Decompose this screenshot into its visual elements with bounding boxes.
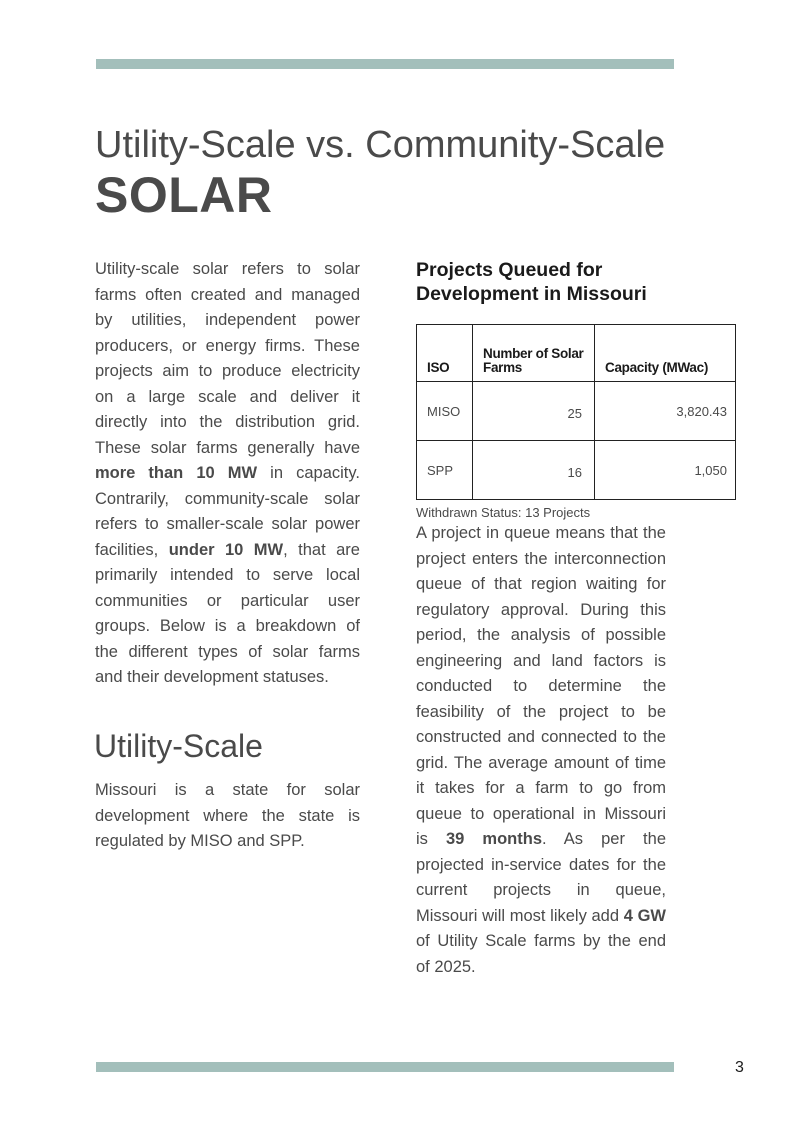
utility-scale-column: [95, 778, 360, 855]
header-iso: ISO: [417, 325, 473, 382]
queue-explainer-paragraph: [416, 521, 666, 980]
utility-scale-heading: Utility-Scale: [94, 728, 263, 764]
cell-capacity: 1,050: [595, 441, 736, 500]
explainer-text-1: A project in queue means that the project enters the interconnection queue of that region waiting for regulatory approval. During this period, the analysis of possible engineering and land factors is conducted to determine the feasibility of the project to be constructed and connected to the grid. The average amount of time it takes for a farm to go from queue to operational in Missouri is: [416, 524, 666, 848]
header-solar-farms: Number of Solar Farms: [473, 325, 595, 382]
queue-table: [416, 324, 736, 500]
intro-bold-capacity-large: more than 10 MW: [95, 464, 258, 482]
intro-text-2: in capacity. Contrarily, community-scale solar refers to smaller-scale solar power facilities,: [95, 464, 360, 559]
withdrawn-status-note: Withdrawn Status: 13 Projects: [416, 505, 591, 520]
intro-bold-capacity-small: under 10 MW: [168, 540, 284, 559]
cell-farms: 16: [473, 441, 595, 500]
explainer-text-3: of Utility Scale farms by the end of 2025.: [416, 932, 666, 976]
footer-accent-bar: [96, 1062, 674, 1072]
header-accent-bar: [96, 59, 674, 69]
explainer-text-2: . As per the projected in-service dates for the current projects in queue, Missouri will most likely add: [416, 830, 666, 925]
table-row: [417, 441, 736, 500]
cell-iso: SPP: [417, 441, 473, 500]
header-capacity: Capacity (MWac): [595, 325, 736, 382]
table-header-row: [417, 325, 736, 382]
queue-table-section: [416, 258, 736, 520]
explainer-bold-months: 39 months: [446, 830, 543, 848]
intro-text-3: , that are primarily intended to serve local communities or particular user groups. Below is a breakdown of the different types of solar farms and their development statuses.: [95, 540, 360, 686]
page-number: 3: [735, 1059, 744, 1076]
cell-iso: MISO: [417, 382, 473, 441]
queue-explainer-column: [416, 521, 666, 980]
table-row: [417, 382, 736, 441]
intro-column: [95, 257, 360, 691]
utility-scale-paragraph: Missouri is a state for solar development where the state is regulated by MISO and SPP.: [95, 781, 360, 850]
page-title: Utility-Scale vs. Community-Scale: [95, 124, 666, 166]
intro-paragraph: [95, 257, 360, 691]
explainer-bold-gigawatts: 4 GW: [623, 906, 667, 925]
queue-table-title: Projects Queued for Development in Missouri: [416, 259, 647, 305]
intro-text-1: Utility-scale solar refers to solar farms often created and managed by utilities, independent power producers, or energy firms. These projects aim to produce electricity on a large scale and deliver it directly into the distribution grid. These solar farms generally have: [95, 260, 360, 457]
page-title-emphasis: SOLAR: [95, 167, 273, 223]
cell-farms: 25: [473, 382, 595, 441]
cell-capacity: 3,820.43: [595, 382, 736, 441]
